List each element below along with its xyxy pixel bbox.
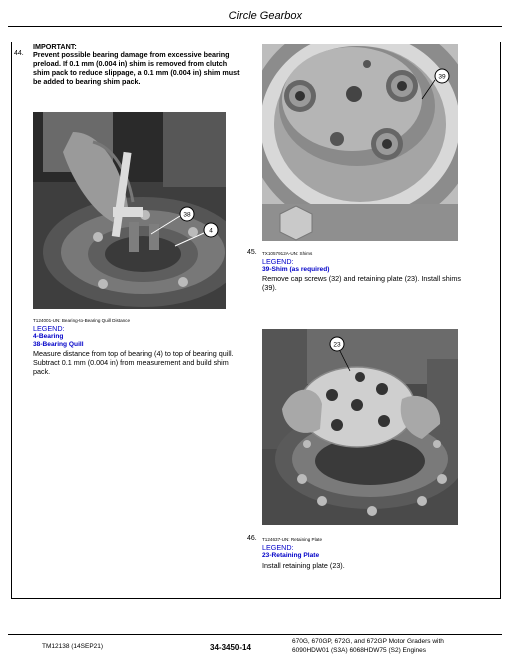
frame-bottom — [11, 598, 501, 599]
callout-4: 4 — [209, 227, 213, 235]
step-46-caption: T124637-UN: Retaining Plate — [262, 537, 323, 542]
step-44-legend-item: 4-Bearing — [33, 333, 64, 340]
footer-models-line2: 6090HDW01 (S3A) 6068HDW75 (S2) Engines — [292, 647, 427, 654]
step-44-legend-label: LEGEND: — [33, 324, 65, 333]
step-44-text: Measure distance from top of bearing (4) to top of bearing quill. Subtract 0.1 mm (0.004 in) from measurement and build shim pack. — [33, 349, 234, 376]
step-45-text: Remove cap screws (32) and retaining plate (23). Install shims (39). — [262, 274, 461, 292]
step-45-caption: TX1057912A-UN: Shims — [262, 251, 313, 256]
footer-models-line1: 670G, 670GP, 672G, and 672GP Motor Graders with — [292, 638, 444, 645]
step-44-legend-item: 38-Bearing Quill — [33, 341, 84, 348]
frame-right — [500, 42, 501, 598]
step-46-number: 46. — [247, 535, 257, 542]
page-title: Circle Gearbox — [228, 10, 302, 22]
step-44-number: 44. — [14, 50, 24, 57]
callout-39: 39 — [438, 73, 446, 81]
header-rule — [8, 26, 502, 27]
important-label: IMPORTANT: — [33, 42, 77, 51]
step-45-number: 45. — [247, 249, 257, 256]
important-text: Prevent possible bearing damage from excessive bearing preload. If 0.1 mm (0.004 in) shim is removed from clutch shim pack to reduce slippage, a 0.1 mm (0.004 in) shim must be added to bearing shim pack. — [33, 50, 240, 86]
footer-rule — [8, 634, 502, 635]
shims-photo — [262, 44, 458, 241]
bearing-measurement-photo — [33, 112, 226, 309]
step-45-legend-item: 39-Shim (as required) — [262, 266, 330, 273]
step-46-text: Install retaining plate (23). — [262, 561, 345, 570]
callout-38: 38 — [183, 211, 191, 219]
step-45-legend-label: LEGEND: — [262, 257, 294, 266]
step-44-caption: T124001-UN: Bearing-to-Bearing Quill Distance — [33, 318, 131, 323]
step-46-legend-item: 23-Retaining Plate — [262, 552, 320, 559]
step-46-legend-label: LEGEND: — [262, 543, 294, 552]
frame-left — [11, 42, 12, 598]
footer-doc-id: TM12138 (14SEP21) — [42, 643, 104, 650]
footer-page-number: 34-3450-14 — [210, 643, 251, 652]
callout-23: 23 — [333, 341, 341, 349]
retaining-plate-photo — [262, 329, 458, 525]
